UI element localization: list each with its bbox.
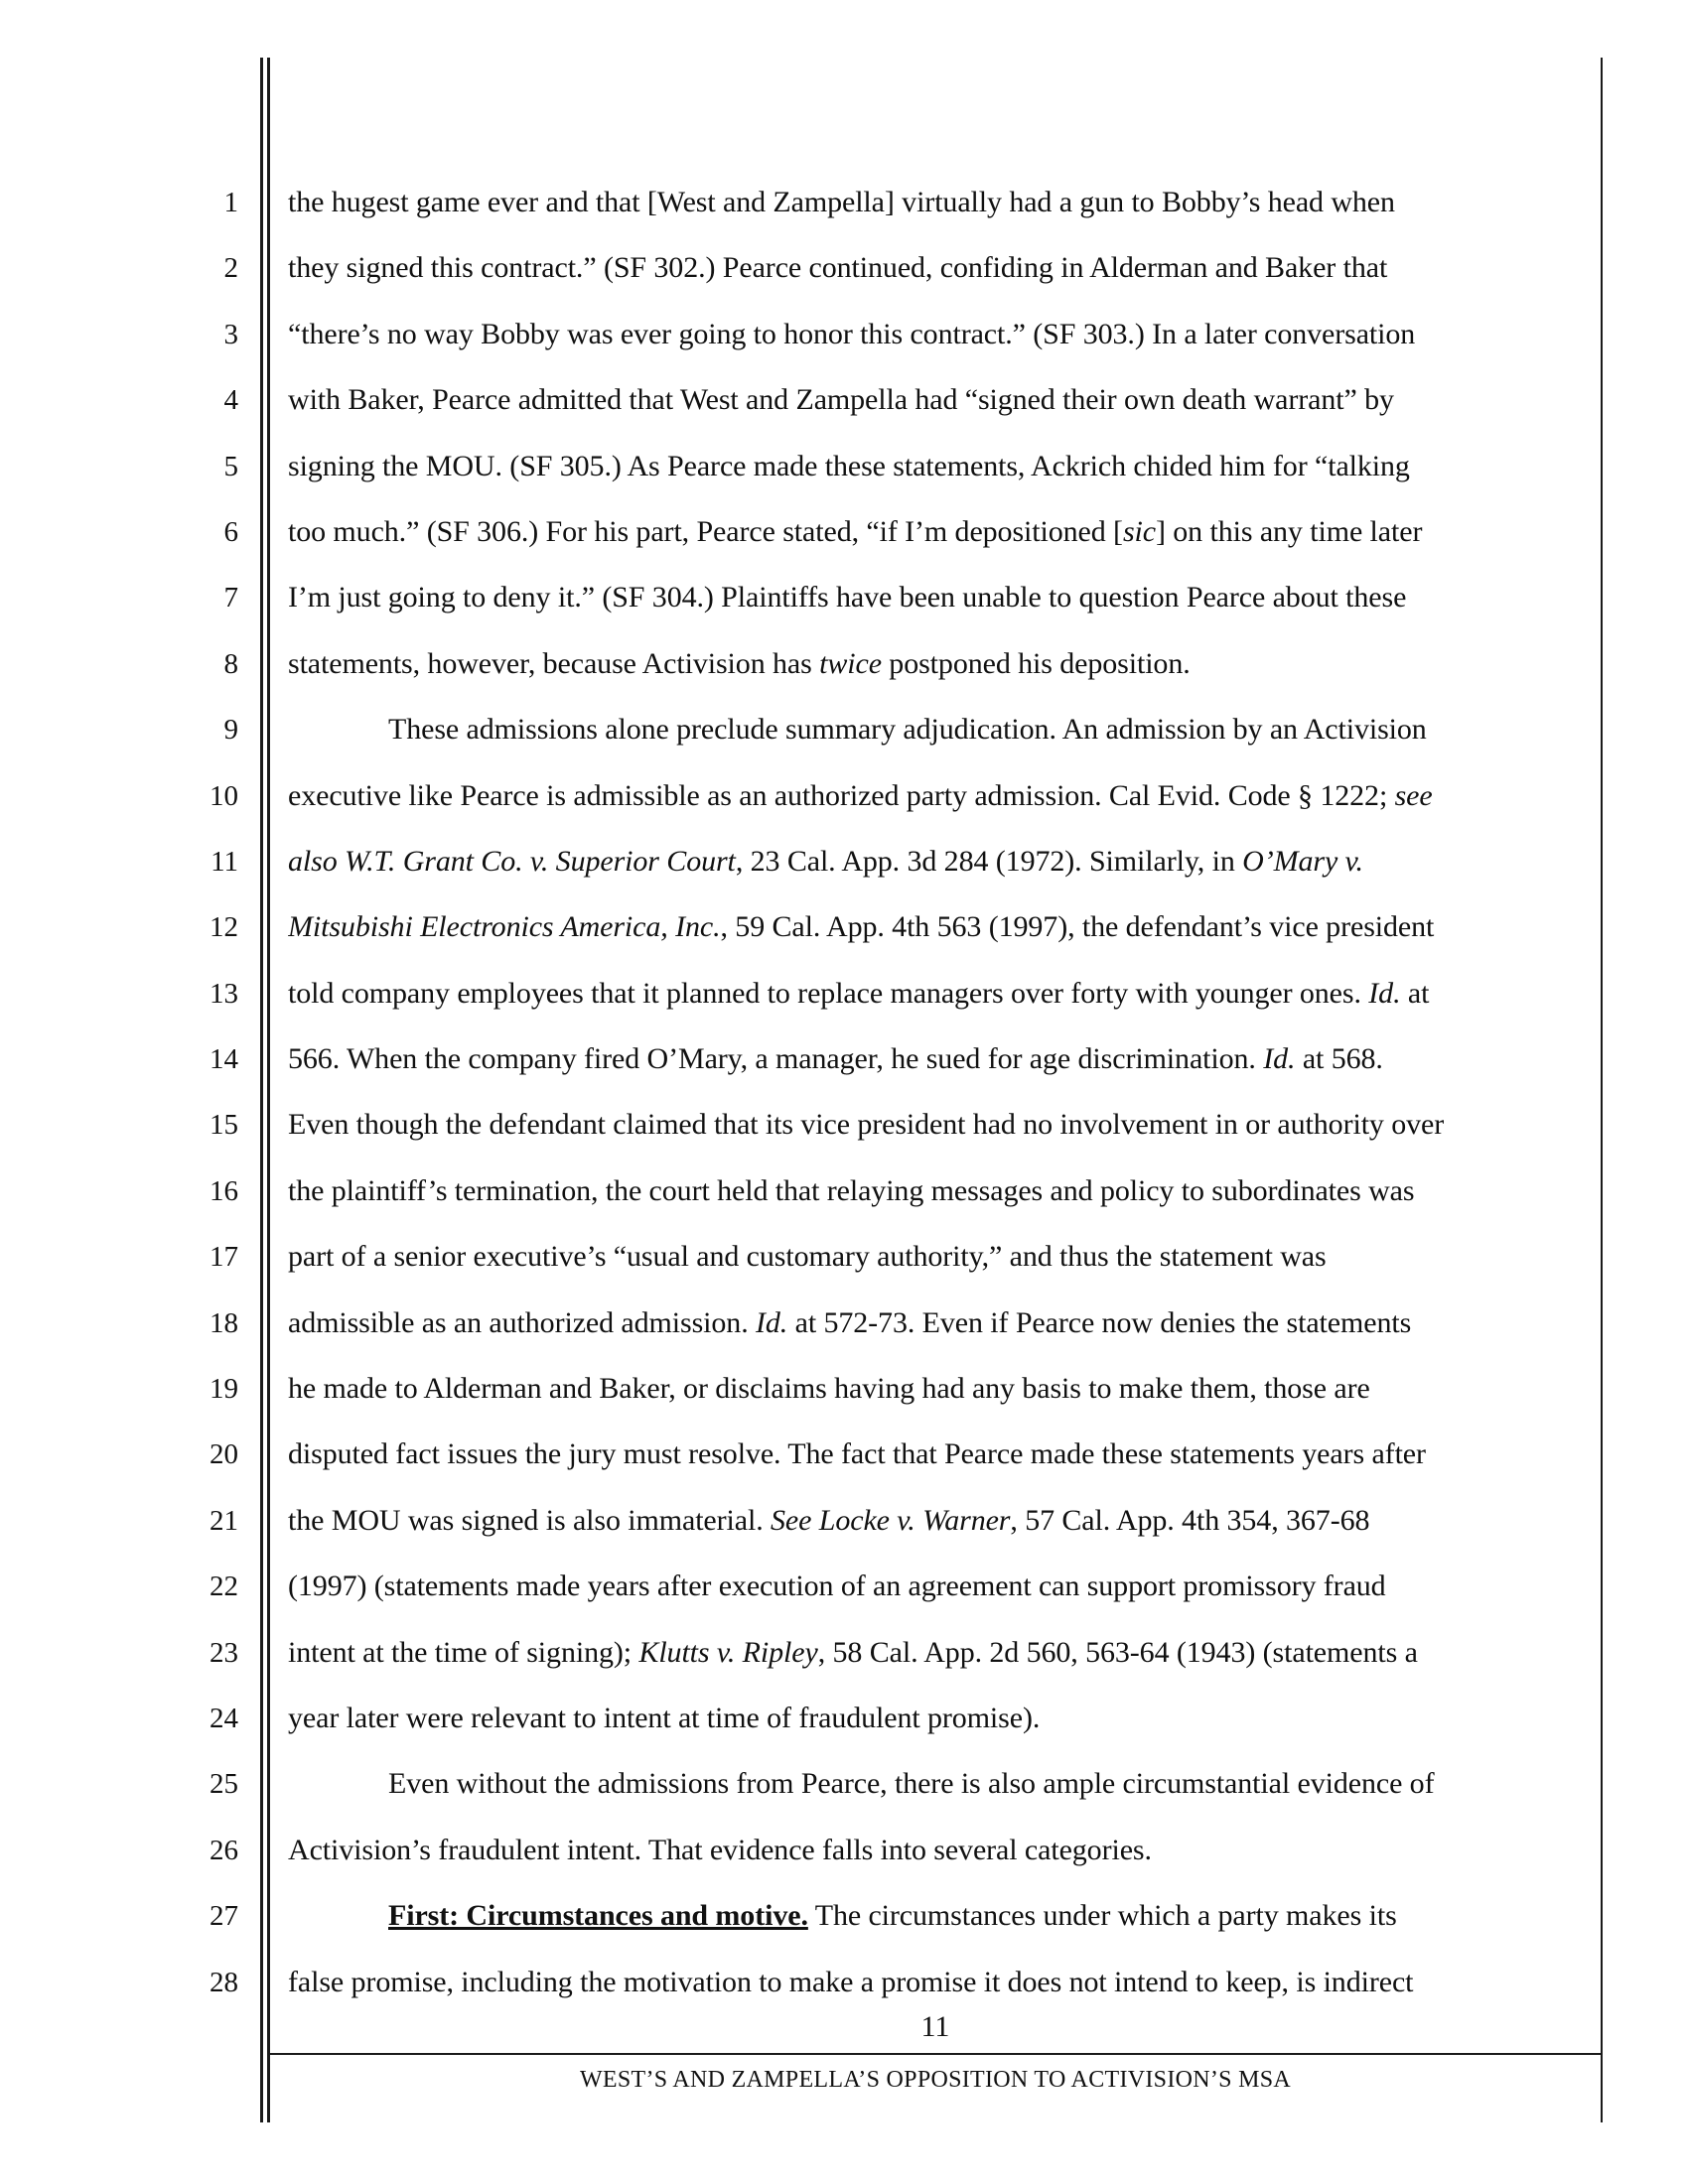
- line-number: 26: [210, 1834, 238, 1866]
- text-run: ] on this any time later: [1155, 514, 1423, 548]
- line-number: 2: [223, 252, 238, 285]
- text-run: at 568.: [1295, 1042, 1383, 1076]
- line-number: 16: [210, 1174, 238, 1207]
- italic-text: Id.: [756, 1305, 788, 1339]
- text-run: they signed this contract.” (SF 302.) Pearce continued, confiding in Alderman and Baker that: [288, 251, 1388, 285]
- text-run: These admissions alone preclude summary adjudication. An admission by an Activision: [388, 713, 1427, 747]
- text-line: [288, 1026, 1595, 1092]
- line-number: 20: [210, 1438, 238, 1471]
- line-number: 1: [223, 187, 238, 218]
- text-run: , 59 Cal. App. 4th 563 (1997), the defendant’s vice president: [720, 910, 1435, 944]
- left-margin-rule-inner: [267, 58, 270, 2122]
- text-run: he made to Alderman and Baker, or disclaims having had any basis to make them, those are: [288, 1372, 1370, 1406]
- text-line: [288, 1356, 1595, 1422]
- text-run: , 57 Cal. App. 4th 354, 367-68: [1010, 1503, 1370, 1537]
- italic-text: sic: [1122, 514, 1156, 548]
- text-run: “there’s no way Bobby was ever going to honor this contract.” (SF 303.) In a later conversation: [288, 317, 1416, 350]
- text-line: [288, 697, 1595, 762]
- text-run: admissible as an authorized admission.: [288, 1305, 757, 1339]
- text-run: The circumstances under which a party makes its: [807, 1899, 1397, 1933]
- text-run: 566. When the company fired O’Mary, a manager, he sued for age discrimination.: [288, 1042, 1264, 1076]
- text-line: [288, 1751, 1595, 1817]
- line-number: 14: [210, 1043, 238, 1076]
- line-number: 4: [223, 384, 238, 417]
- text-run: year later were relevant to intent at time of fraudulent promise).: [288, 1701, 1041, 1734]
- text-line: [288, 235, 1595, 301]
- text-run: Even without the admissions from Pearce, there is also ample circumstantial evidence of: [388, 1767, 1435, 1801]
- text-line: [288, 1883, 1595, 1949]
- italic-text: Id.: [1263, 1042, 1296, 1076]
- text-line: [288, 565, 1595, 630]
- page-number: 11: [920, 2010, 950, 2043]
- text-line: [288, 1422, 1595, 1487]
- italic-text: also W.T. Grant Co. v. Superior Court: [288, 844, 736, 878]
- left-margin-rule: [260, 58, 263, 2122]
- line-number: 7: [223, 582, 238, 614]
- text-line: [288, 894, 1595, 960]
- footer-caption: WEST’S AND ZAMPELLA’S OPPOSITION TO ACTIVISION’S MSA: [579, 2067, 1292, 2093]
- line-number: 27: [210, 1900, 238, 1933]
- text-run: too much.” (SF 306.) For his part, Pearce stated, “if I’m depositioned [: [288, 514, 1123, 548]
- text-run: told company employees that it planned to replace managers over forty with younger ones.: [288, 976, 1369, 1010]
- text-line: [288, 1554, 1595, 1619]
- text-run: the plaintiff’s termination, the court held that relaying messages and policy to subordinates was: [288, 1173, 1415, 1207]
- text-run: at: [1400, 976, 1430, 1010]
- section-heading: First: Circumstances and motive.: [388, 1899, 808, 1933]
- text-line: [288, 961, 1595, 1026]
- footer-rule: [270, 2053, 1601, 2055]
- text-line: [288, 367, 1595, 433]
- text-line: [288, 829, 1595, 894]
- text-line: [288, 631, 1595, 697]
- text-line: [288, 763, 1595, 829]
- line-number: 8: [223, 647, 238, 680]
- text-run: Activision’s fraudulent intent. That evidence falls into several categories.: [288, 1833, 1152, 1866]
- text-line: [288, 1620, 1595, 1686]
- text-run: statements, however, because Activision has: [288, 646, 820, 680]
- line-number: 5: [223, 450, 238, 482]
- line-number: 17: [210, 1241, 238, 1274]
- text-line: [288, 1818, 1595, 1883]
- document-body: [288, 170, 1595, 2015]
- line-number: 21: [210, 1504, 238, 1537]
- line-number: 23: [210, 1636, 238, 1669]
- text-run: , 58 Cal. App. 2d 560, 563-64 (1943) (statements a: [817, 1635, 1418, 1669]
- line-number: 11: [211, 845, 238, 878]
- text-run: Even though the defendant claimed that its vice president had no involvement in or authority over: [288, 1108, 1445, 1142]
- text-line: [288, 170, 1595, 235]
- line-number: 10: [210, 779, 238, 812]
- text-run: I’m just going to deny it.” (SF 304.) Plaintiffs have been unable to question Pearce about these: [288, 581, 1407, 614]
- text-line: [288, 302, 1595, 367]
- line-number: 19: [210, 1373, 238, 1406]
- line-number: 15: [210, 1109, 238, 1142]
- line-number: 12: [210, 911, 238, 944]
- text-line: [288, 1686, 1595, 1751]
- line-number: 9: [223, 714, 238, 747]
- text-run: signing the MOU. (SF 305.) As Pearce made these statements, Ackrich chided him for “talking: [288, 449, 1410, 482]
- text-run: postponed his deposition.: [881, 646, 1191, 680]
- italic-text: Mitsubishi Electronics America, Inc.: [288, 910, 721, 944]
- line-number: 25: [210, 1768, 238, 1801]
- line-numbers: [179, 170, 238, 2015]
- italic-text: twice: [819, 646, 882, 680]
- text-run: the MOU was signed is also immaterial.: [288, 1503, 772, 1537]
- text-run: false promise, including the motivation to make a promise it does not intend to keep, is indirect: [288, 1965, 1414, 1998]
- line-number: 13: [210, 977, 238, 1010]
- text-line: [288, 1488, 1595, 1554]
- text-run: intent at the time of signing);: [288, 1635, 639, 1669]
- italic-text: Id.: [1368, 976, 1401, 1010]
- line-number: 22: [210, 1570, 238, 1603]
- italic-text: see: [1394, 778, 1433, 812]
- text-line: [288, 434, 1595, 499]
- line-number: 6: [223, 515, 238, 548]
- text-run: part of a senior executive’s “usual and customary authority,” and thus the statement was: [288, 1240, 1327, 1274]
- line-number: 3: [223, 318, 238, 350]
- text-run: the hugest game ever and that [West and Zampella] virtually had a gun to Bobby’s head when: [288, 186, 1395, 218]
- italic-text: Klutts v. Ripley: [638, 1635, 818, 1669]
- italic-text: O’Mary v.: [1242, 844, 1363, 878]
- right-margin-rule: [1601, 58, 1603, 2122]
- text-run: executive like Pearce is admissible as an authorized party admission. Cal Evid. Code § 1222;: [288, 778, 1395, 812]
- text-line: [288, 1224, 1595, 1290]
- line-number: 18: [210, 1306, 238, 1339]
- text-run: with Baker, Pearce admitted that West and Zampella had “signed their own death warrant” by: [288, 383, 1394, 417]
- text-line: [288, 499, 1595, 565]
- text-run: , 23 Cal. App. 3d 284 (1972). Similarly, in: [735, 844, 1243, 878]
- text-run: at 572-73. Even if Pearce now denies the statements: [787, 1305, 1412, 1339]
- italic-text: See Locke v. Warner: [771, 1503, 1011, 1537]
- text-run: disputed fact issues the jury must resolve. The fact that Pearce made these statements years after: [288, 1437, 1426, 1471]
- line-number: 28: [210, 1966, 238, 1998]
- text-line: [288, 1159, 1595, 1224]
- text-line: [288, 1291, 1595, 1356]
- text-line: [288, 1950, 1595, 2015]
- text-run: (1997) (statements made years after execution of an agreement can support promissory fraud: [288, 1570, 1386, 1603]
- text-line: [288, 1092, 1595, 1158]
- line-number: 24: [210, 1702, 238, 1734]
